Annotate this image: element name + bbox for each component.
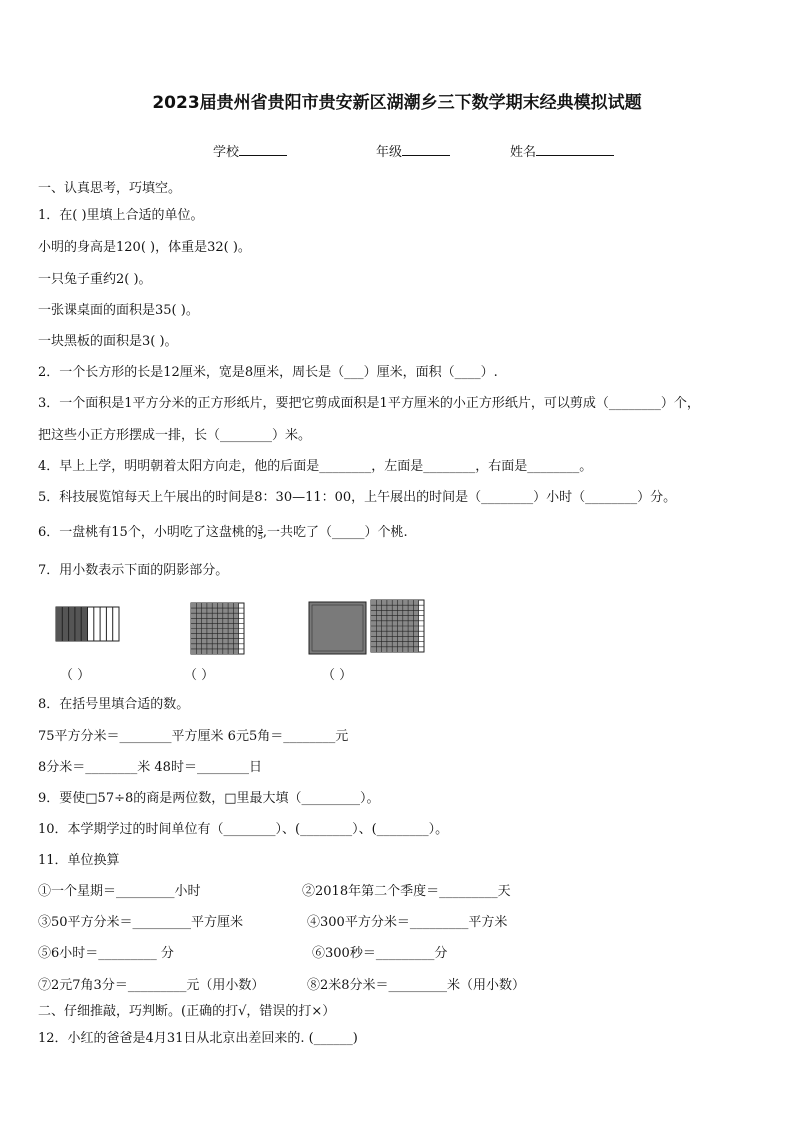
figure-2-grid [191,603,244,654]
figure-3-grids [309,600,424,654]
question-8-a: 75平方分米＝________平方厘米 6元5角＝________元 [38,729,349,744]
question-8-b: 8分米＝________米 48时＝________日 [38,760,262,775]
figure-1-answer[interactable]: （ ） [60,668,91,683]
conversion-6: ⑥300秒＝_________分 [312,946,448,961]
question-2: 2．一个长方形的长是12厘米，宽是8厘米，周长是（___）厘米，面积（____）. [38,365,498,380]
conversion-1: ①一个星期＝_________小时 [38,884,201,899]
section-1-heading: 一、认真思考，巧填空。 [38,181,182,196]
question-1: 1．在( )里填上合适的单位。 [38,208,204,223]
conversion-8: ⑧2米8分米＝_________米（用小数） [307,978,526,993]
question-1-c: 一张课桌面的面积是35( )。 [38,303,199,318]
conversion-4: ④300平方分米＝_________平方米 [307,915,508,930]
question-6-before: 6．一盘桃有15个，小明吃了这盘桃的 [38,525,258,540]
question-1-b: 一只兔子重约2( )。 [38,272,152,287]
question-11: 11．单位换算 [38,853,120,868]
figure-3-answer[interactable]: （ ） [322,668,353,683]
figure-3-full-square [309,602,366,654]
conversion-2: ②2018年第二个季度＝_________天 [302,884,511,899]
shaded-figures [0,598,794,658]
figure-1-strips [56,607,119,641]
conversion-7: ⑦2元7角3分＝_________元（用小数） [38,978,265,993]
figure-2-answer[interactable]: （ ） [184,668,215,683]
question-9: 9．要使□57÷8的商是两位数，□里最大填（_________）。 [38,791,380,806]
school-blank[interactable] [239,143,287,156]
question-6 [38,525,408,541]
conversion-3: ③50平方分米＝_________平方厘米 [38,915,244,930]
name-field [510,141,614,160]
question-12: 12．小红的爸爸是4月31日从北京出差回来的. (______) [38,1031,358,1046]
section-2-heading: 二、仔细推敲，巧判断。(正确的打√，错误的打×） [38,1004,336,1019]
question-3: 3．一个面积是1平方分米的正方形纸片，要把它剪成面积是1平方厘米的小正方形纸片，可以剪成（________）个， [38,396,700,411]
question-1-d: 一块黑板的面积是3( )。 [38,334,178,349]
grade-label: 年级 [376,145,403,160]
page-title: 2023届贵州省贵阳市贵安新区湖潮乡三下数学期末经典模拟试题 [152,93,642,113]
question-10: 10．本学期学过的时间单位有（________）、(________）、(________）。 [38,822,449,837]
fraction-denominator: 5 [257,532,263,541]
fraction-numerator: 3 [257,524,263,533]
question-6-after: ,一共吃了（_____）个桃. [262,525,408,540]
name-label: 姓名 [510,145,537,160]
question-8: 8．在括号里填合适的数。 [38,697,190,712]
school-field [213,141,287,160]
figure-1-shaded [56,607,88,641]
question-1-a: 小明的身高是120( )，体重是32( )。 [38,240,251,255]
question-7: 7．用小数表示下面的阴影部分。 [38,563,229,578]
question-5: 5．科技展览馆每天上午展出的时间是8：30—11：00，上午展出的时间是（________）小时（________）分。 [38,490,677,505]
question-4: 4．早上上学，明明朝着太阳方向走，他的后面是________，左面是________，右面是________。 [38,459,593,474]
school-label: 学校 [213,145,240,160]
conversion-5: ⑤6小时＝_________ 分 [38,946,174,961]
question-3-cont: 把这些小正方形摆成一排，长（________）米。 [38,428,312,443]
grade-field [376,141,450,160]
name-blank[interactable] [536,143,614,156]
grade-blank[interactable] [402,143,450,156]
